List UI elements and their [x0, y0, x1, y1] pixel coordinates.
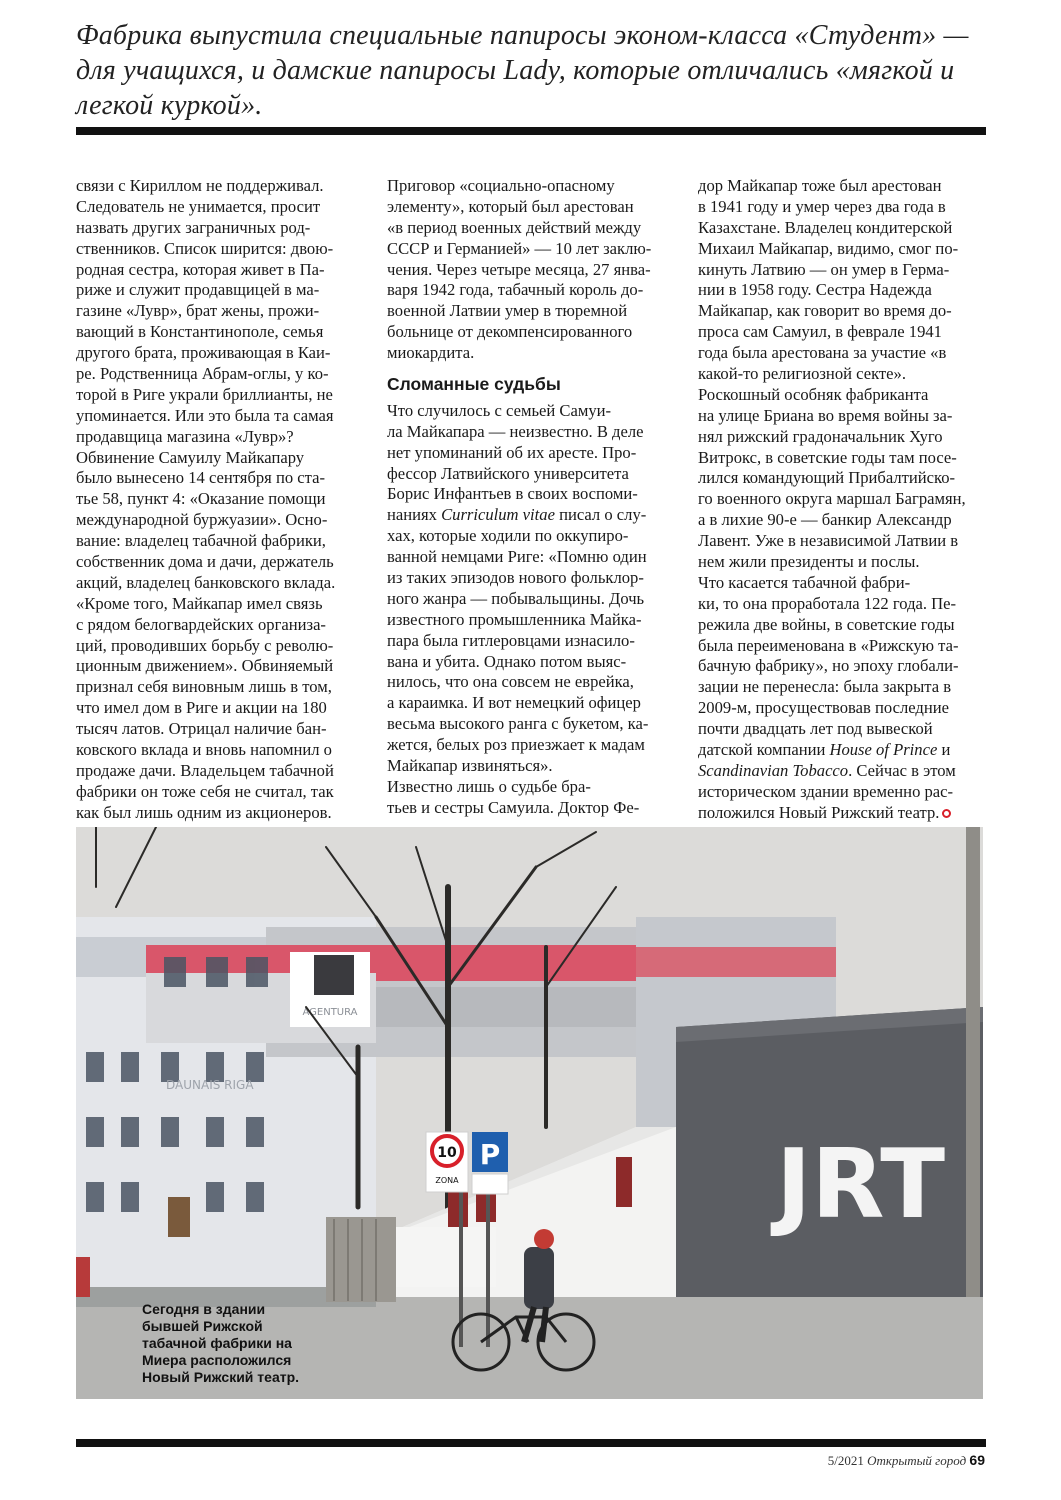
- text-line: хах, которые ходили по оккупиро-: [387, 526, 629, 546]
- text-line: наниях Curriculum vitae писал о слу-: [387, 505, 647, 525]
- page-footer: [828, 1452, 985, 1469]
- text-line: Scandinavian Tobacco. Сейчас в этом: [698, 760, 956, 780]
- text-line: ций, проводивших борьбу с револю-: [76, 635, 334, 655]
- italic-brand: House of Prince: [829, 740, 938, 760]
- text-line: нял рижский градоначальник Хуго: [698, 426, 943, 446]
- text-line: 2009-м, просуществовав последние: [698, 698, 949, 718]
- text-line: Борис Инфантьев в своих воспоми-: [387, 484, 638, 504]
- text-line: Лавент. Уже в независимой Латвии в: [698, 531, 959, 551]
- text-line: ционным движением». Обвиняемый: [76, 656, 334, 676]
- text-line: Следователь не унимается, просит: [76, 196, 321, 216]
- text-line: ственников. Список ширится: двою-: [76, 238, 334, 258]
- text-line: тье 58, пункт 4: «Оказание помощи: [76, 489, 326, 509]
- text-line: ванной немцами Риге: «Помню один: [387, 547, 647, 567]
- text-line: «в период военных действий между: [387, 217, 642, 237]
- text-line: миокардита.: [387, 343, 475, 363]
- bottom-rule: [76, 1439, 986, 1447]
- text-line: больнице от декомпенсированного: [387, 322, 633, 342]
- magazine-name: Открытый город: [867, 1453, 967, 1468]
- text-line: Известно лишь о судьбе бра-: [387, 776, 591, 796]
- text-column-1: [76, 176, 366, 824]
- text-line: было вынесено 14 сентября по ста-: [76, 468, 325, 488]
- text-line: датской компании House of Prince и: [698, 740, 951, 760]
- text-line: торой в Риге украли бриллианты, не: [76, 384, 333, 404]
- text-line: положился Новый Рижский театр.: [698, 803, 983, 824]
- section-heading: Сломанные судьбы: [387, 374, 561, 395]
- text-line: Что касается табачной фабри-: [698, 572, 911, 592]
- end-of-article-icon: [942, 809, 951, 818]
- text-line: фессор Латвийского университета: [387, 463, 629, 483]
- text-line: проса сам Самуил, в феврале 1941: [698, 322, 942, 342]
- top-rule: [76, 127, 986, 135]
- text-line: что имел дом в Риге и акции на 180: [76, 698, 327, 718]
- text-line: фабрики он тоже себя не считал, так: [76, 781, 334, 801]
- text-line: Майкапар извиняться».: [387, 756, 553, 776]
- text-line: какой-то религиозной секте».: [698, 364, 906, 384]
- text-line: продавщица магазина «Лувр»?: [76, 426, 294, 446]
- text-column-2: [387, 176, 667, 819]
- text-line: лился командующий Прибалтийско-: [698, 468, 956, 488]
- text-line: ки, то она проработала 122 года. Пе-: [698, 593, 957, 613]
- text-line: связи с Кириллом не поддерживал.: [76, 176, 324, 195]
- text-line: историческом здании временно рас-: [698, 781, 954, 801]
- text-line: с рядом белогвардейских организа-: [76, 614, 326, 634]
- text-line: СССР и Германией» — 10 лет заклю-: [387, 238, 652, 258]
- text-line: нии в 1958 году. Сестра Надежда: [698, 280, 932, 300]
- text-line: известного промышленника Майка-: [387, 609, 642, 629]
- text-line: зации не перенесла: была закрыта в: [698, 677, 952, 697]
- text-line: варя 1942 года, табачный король до-: [387, 280, 644, 300]
- text-line: весьма высокого ранга с букетом, ка-: [387, 714, 649, 734]
- text-line: была переименована в «Рижскую та-: [698, 635, 959, 655]
- text-line: из таких эпизодов нового фольклор-: [387, 568, 644, 588]
- text-line: собственник дома и дачи, держатель: [76, 552, 334, 572]
- text-line: военной Латвии умер в тюремной: [387, 301, 628, 321]
- text-line: нет упоминаний об их аресте. Про-: [387, 442, 637, 462]
- text-line: жется, белых роз приезжает к мадам: [387, 735, 645, 755]
- text-line: газине «Лувр», брат жены, прожи-: [76, 301, 320, 321]
- text-line: почти двадцать лет под вывеской: [698, 719, 933, 739]
- photo-caption: Сегодня в здании бывшей Рижской табачной фабрики на Миера расположился Новый Рижский театр.: [142, 1301, 300, 1385]
- text-line: года была арестована за участие «в: [698, 343, 947, 363]
- issue-number: 5/2021: [827, 1453, 864, 1468]
- wall-lettering: JRT: [776, 1130, 946, 1240]
- text-line: Казахстане. Владелец кондитерской: [698, 217, 953, 237]
- text-line: тысяч латов. Отрицал наличие бан-: [76, 719, 327, 739]
- svg-text:P: P: [479, 1138, 501, 1171]
- text-line: акций, владелец банковского вклада.: [76, 572, 336, 592]
- text-line: Михаил Майкапар, видимо, смог по-: [698, 238, 959, 258]
- facade-lettering: DAUNAIS RIGA: [166, 1078, 254, 1092]
- street-photo: [76, 827, 983, 1399]
- page-number: 69: [969, 1452, 985, 1468]
- text-line: Приговор «социально-опасному: [387, 176, 615, 195]
- text-line: Майкапар, как говорит во время до-: [698, 301, 952, 321]
- text-line: ре. Родственница Абрам-оглы, у ко-: [76, 364, 329, 384]
- text-line: бачную фабрику», но эпоху глобали-: [698, 656, 959, 676]
- text-line: вающий в Константинополе, семья: [76, 322, 324, 342]
- text-line: режила две войны, в советские годы: [698, 614, 955, 634]
- lead-line: легкой куркой».: [76, 90, 263, 121]
- text-line: ного жанра — побывальщины. Дочь: [387, 588, 645, 608]
- text-line: а в лихие 90-е — банкир Александр: [698, 510, 952, 530]
- text-line: тьев и сестры Самуила. Доктор Фе-: [387, 797, 640, 817]
- text-line: Роскошный особняк фабриканта: [698, 384, 929, 404]
- text-line: го военного округа маршал Баграмян,: [698, 489, 966, 509]
- text-line: Что случилось с семьей Самуи-: [387, 400, 612, 420]
- text-line: Обвинение Самуилу Майкапару: [76, 447, 305, 467]
- text-line: элементу», который был арестован: [387, 196, 634, 216]
- text-line: назвать других заграничных род-: [76, 217, 311, 237]
- text-line: в 1941 году и умер через два года в: [698, 196, 946, 216]
- text-line: другого брата, проживающая в Каи-: [76, 343, 331, 363]
- text-line: ла Майкапара — неизвестно. В деле: [387, 421, 644, 441]
- text-line: пара была гитлеровцами изнасило-: [387, 630, 635, 650]
- text-line: вание: владелец табачной фабрики,: [76, 531, 326, 551]
- svg-text:ZONA: ZONA: [435, 1176, 459, 1185]
- text-column-3: [698, 176, 983, 824]
- italic-title: Curriculum vitae: [441, 505, 555, 525]
- text-line: кинуть Латвию — он умер в Герма-: [698, 259, 950, 279]
- text-line: упоминается. Или это была та самая: [76, 405, 334, 425]
- text-line: продаже дачи. Владельцем табачной: [76, 760, 334, 780]
- agency-sign-text: AGENTURA: [302, 1007, 358, 1018]
- text-line: а караимка. И вот немецкий офицер: [387, 693, 641, 713]
- svg-text:10: 10: [437, 1145, 457, 1161]
- text-line: риже и служит продавщицей в ма-: [76, 280, 320, 300]
- text-line: нем жили президенты и послы.: [698, 552, 920, 572]
- text-line: признал себя виновным лишь в том,: [76, 677, 332, 697]
- text-line: как был лишь одним из акционеров.: [76, 802, 332, 822]
- lead-line: Фабрика выпустила специальные папиросы эконом-класса «Студент» —: [76, 20, 969, 51]
- text-line: родная сестра, которая живет в Па-: [76, 259, 325, 279]
- text-line: на улице Бриана во время войны за-: [698, 405, 953, 425]
- text-line: международной буржуазии». Осно-: [76, 510, 328, 530]
- italic-brand: Scandinavian Tobacco: [698, 760, 849, 780]
- text-line: «Кроме того, Майкапар имел связь: [76, 593, 323, 613]
- text-line: дор Майкапар тоже был арестован: [698, 176, 942, 195]
- text-line: вана и убита. Однако потом выяс-: [387, 651, 627, 671]
- lead-line: для учащихся, и дамские папиросы Lady, которые отличались «мягкой и: [76, 55, 955, 86]
- lead-quote: [76, 18, 996, 123]
- text-line: чения. Через четыре месяца, 27 янва-: [387, 259, 651, 279]
- text-line: ковского вклада и вновь напомнил о: [76, 740, 332, 760]
- text-line: Витрокс, в советские годы там посе-: [698, 447, 957, 467]
- text-line: нилось, что она совсем не еврейка,: [387, 672, 634, 692]
